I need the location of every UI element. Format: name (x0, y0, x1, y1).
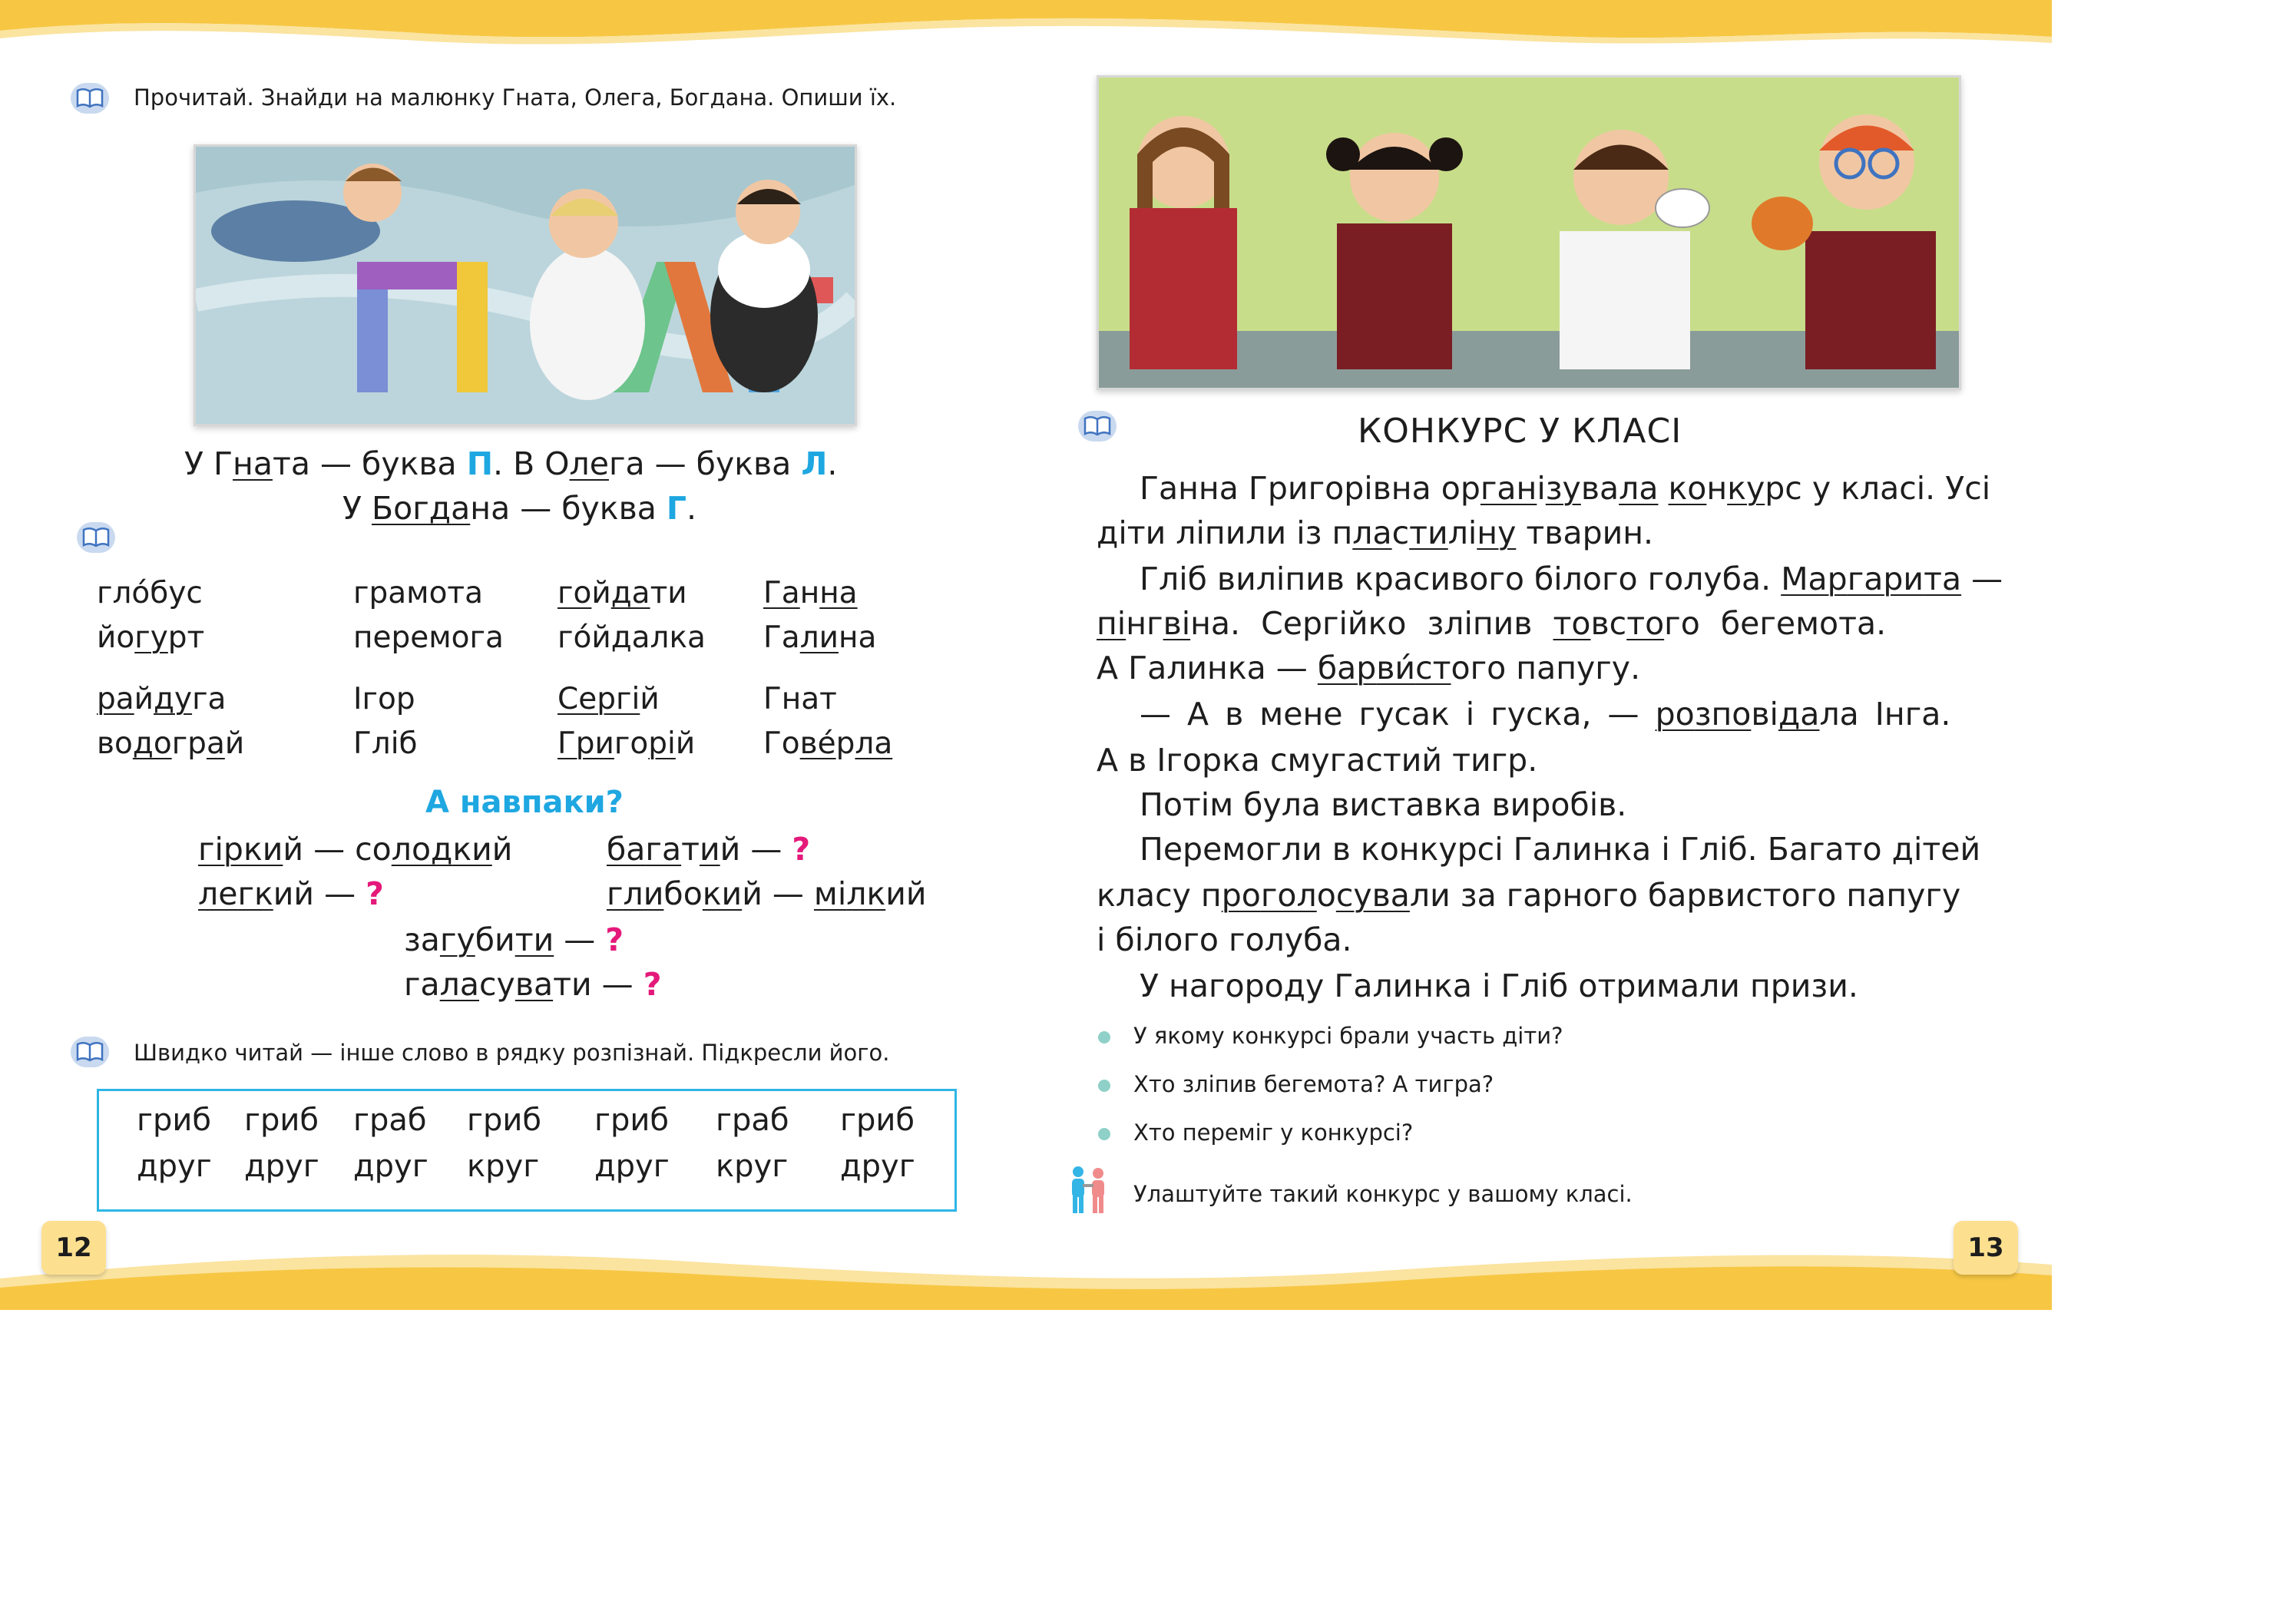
illustration-boys-letters (194, 144, 857, 426)
word-halyna: Галина (763, 620, 877, 655)
grid-word[interactable]: друг (594, 1149, 670, 1184)
word-vodohrai: водограй (97, 726, 245, 761)
story-line: діти ліпили із пластиліну тварин. (1097, 514, 1654, 551)
top-wave-decoration (0, 0, 2052, 46)
pair-work-icon (1064, 1166, 1113, 1218)
letter-p: П (466, 445, 494, 482)
word-yohurt: йогурт (97, 620, 205, 655)
story-line: А Галинка — барви́стого папугу. (1097, 650, 1641, 686)
word-hramota: грамота (353, 576, 484, 610)
bullet-dot (1098, 1080, 1110, 1092)
reading-book-icon-4 (1078, 411, 1117, 442)
question-3: Хто переміг у конкурсі? (1133, 1120, 1414, 1146)
story-line: Потім була виставка виробів. (1140, 786, 1627, 823)
antonyms-heading: А навпаки? (425, 785, 624, 820)
word-serhii: Сергій (557, 682, 660, 716)
antonym-pair-6: галасувати — ? (404, 966, 662, 1003)
reading-book-icon-2 (77, 522, 115, 553)
bullet-dot (1098, 1128, 1110, 1140)
word-ihor: Ігор (353, 682, 415, 716)
story-line: пінгвіна. Сергійко зліпив товстого бегемота. (1097, 605, 1887, 642)
task-instruction: Улаштуйте такий конкурс у вашому класі. (1133, 1181, 1633, 1207)
story-line: Гліб виліпив красивого білого голуба. Маргарита — (1140, 561, 2003, 597)
story-line: — А в мене гусак і гуска, — розповідала Інга. (1140, 696, 1951, 733)
story-title: КОНКУРС У КЛАСІ (1358, 412, 1682, 451)
bottom-wave-decoration (0, 1225, 2052, 1310)
antonym-pair-2: багатий — ? (607, 831, 811, 868)
page-number-left: 12 (41, 1221, 106, 1275)
antonym-pair-3: легкий — ? (198, 875, 384, 912)
page-number-right: 13 (1954, 1221, 2018, 1275)
bullet-dot (1098, 1031, 1110, 1044)
story-line: Ганна Григорівна організувала конкурс у класі. Усі (1140, 470, 1991, 507)
story-line: А в Ігорка смугастий тигр. (1097, 742, 1538, 779)
story-line: класу проголосували за гарного барвистого папугу (1097, 877, 1961, 914)
grid-word[interactable]: гриб (244, 1103, 319, 1138)
instruction-2: Швидко читай — інше слово в рядку розпізнай. Підкресли його. (134, 1040, 890, 1066)
instruction-1: Прочитай. Знайди на малюнку Гната, Олега, Богдана. Опиши їх. (134, 84, 897, 111)
word-globus: гло́бус (97, 576, 203, 610)
reading-book-icon-3 (71, 1037, 109, 1067)
word-hlib: Гліб (353, 726, 418, 761)
story-line: і білого голуба. (1097, 921, 1352, 958)
grid-word[interactable]: гриб (137, 1103, 212, 1138)
story-line: Перемогли в конкурсі Галинка і Гліб. Багато дітей (1140, 831, 1981, 868)
antonym-pair-1: гіркий — солодкий (198, 831, 513, 868)
antonym-pair-4: глибокий — мілкий (607, 875, 927, 912)
question-2: Хто зліпив бегемота? А тигра? (1133, 1071, 1494, 1097)
grid-word[interactable]: друг (353, 1149, 428, 1184)
grid-word[interactable]: гриб (594, 1103, 670, 1138)
question-1: У якому конкурсі брали участь діти? (1133, 1023, 1563, 1049)
letter-l: Л (801, 445, 828, 482)
sentence-1: У Гната — буква П. В Олега — буква Л. (184, 445, 838, 482)
sentence-2: У Богдана — буква Г. (342, 490, 697, 527)
word-hoidaty: гойдати (557, 576, 687, 610)
illustration-children-plasticine (1097, 75, 1961, 390)
grid-word[interactable]: граб (353, 1103, 427, 1138)
grid-word[interactable]: граб (716, 1103, 789, 1138)
antonym-pair-5: загубити — ? (404, 921, 624, 958)
word-hoidalka: го́йдалка (557, 620, 706, 655)
grid-word[interactable]: круг (467, 1149, 540, 1184)
word-hanna: Ганна (763, 576, 858, 610)
grid-word[interactable]: друг (137, 1149, 212, 1184)
grid-word[interactable]: друг (244, 1149, 319, 1184)
word-peremoha: перемога (353, 620, 504, 655)
word-hnat: Гнат (763, 682, 837, 716)
word-raiduha: райдуга (97, 682, 227, 716)
grid-word[interactable]: гриб (840, 1103, 915, 1138)
word-hoverla: Гове́рла (763, 726, 893, 761)
letter-g: Г (666, 490, 687, 527)
word-hryhorii: Григорій (557, 726, 696, 761)
grid-word[interactable]: гриб (467, 1103, 542, 1138)
grid-word[interactable]: круг (716, 1149, 789, 1184)
reading-book-icon (71, 83, 109, 114)
grid-word[interactable]: друг (840, 1149, 915, 1184)
story-line: У нагороду Галинка і Гліб отримали призи. (1140, 967, 1858, 1004)
